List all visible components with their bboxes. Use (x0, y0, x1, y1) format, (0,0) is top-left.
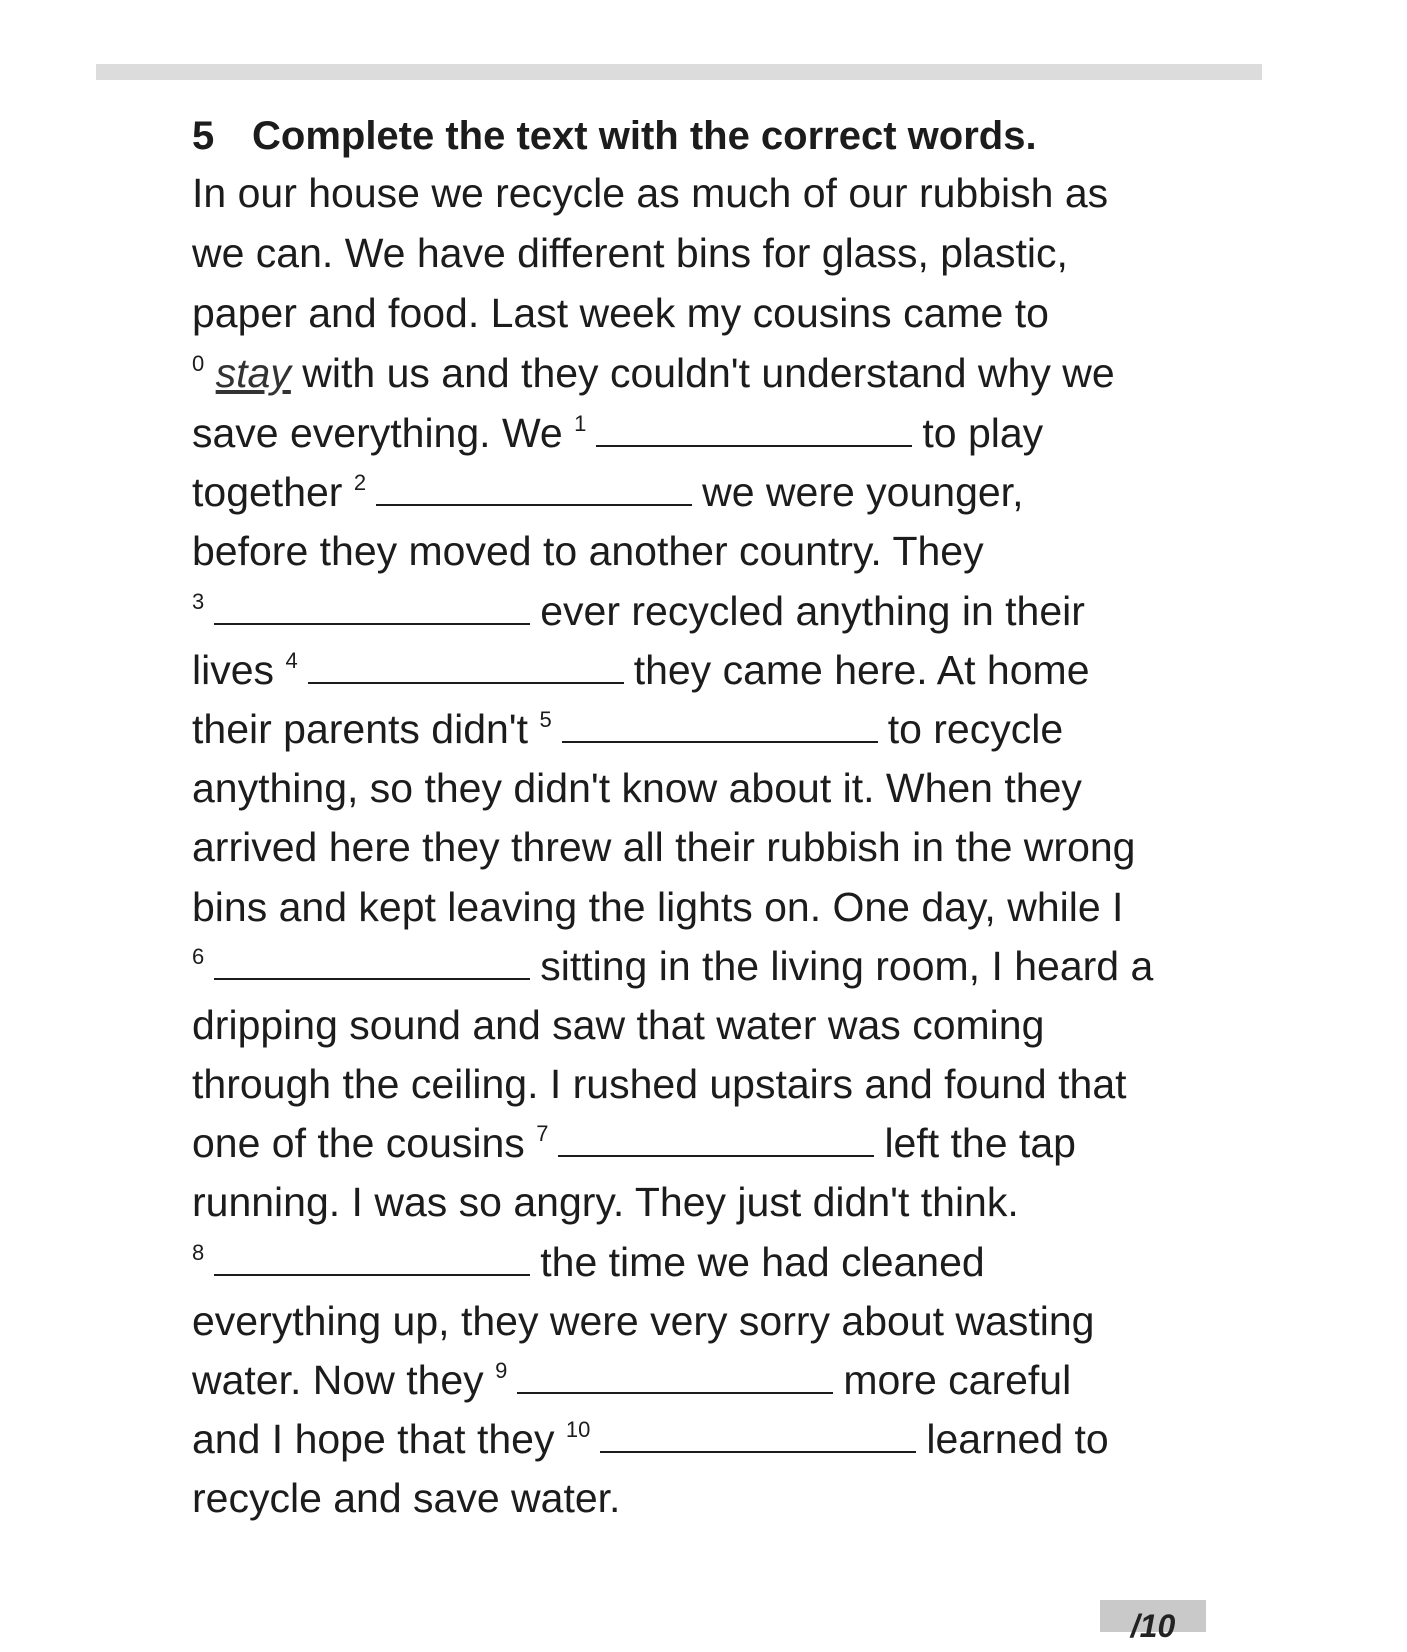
line-text: save everything. We (192, 410, 563, 456)
line-text: left the tap (884, 1120, 1076, 1166)
line-text: and I hope that they (192, 1416, 555, 1462)
line-text: before they moved to another country. They (192, 528, 984, 574)
line-text: recycle and save water. (192, 1475, 621, 1521)
exercise-number: 5 (192, 114, 215, 158)
gap-2-blank[interactable] (376, 470, 692, 506)
text-line (192, 941, 1153, 991)
text-line (192, 1296, 1094, 1346)
exercise-instruction: Complete the text with the correct words. (252, 114, 1037, 158)
line-text: more careful (843, 1357, 1072, 1403)
gap-3-blank[interactable] (214, 589, 530, 625)
text-line (192, 1118, 1076, 1168)
text-line (192, 288, 1049, 338)
line-text: they came here. At home (633, 647, 1090, 693)
text-line (192, 1473, 620, 1523)
line-text: we were younger, (702, 469, 1024, 515)
line-text: running. I was so angry. They just didn't think. (192, 1179, 1019, 1225)
text-line (192, 882, 1123, 932)
text-line (192, 586, 1085, 636)
line-text: to play (922, 410, 1044, 456)
top-divider (96, 64, 1262, 80)
gap-number: 9 (495, 1358, 508, 1383)
example-answer: stay (215, 350, 291, 396)
line-text: sitting in the living room, I heard a (540, 943, 1154, 989)
text-line (192, 1059, 1127, 1109)
line-text: arrived here they threw all their rubbish in the wrong (192, 824, 1136, 870)
score-box (1100, 1600, 1206, 1644)
text-line (192, 228, 1068, 278)
exercise-heading (192, 112, 1037, 160)
text-line (192, 526, 984, 576)
text-line (192, 408, 1043, 458)
line-text: one of the cousins (192, 1120, 525, 1166)
line-text: with us and they couldn't understand why we (302, 350, 1115, 396)
text-line (192, 467, 1023, 517)
text-line (192, 822, 1135, 872)
gap-number: 5 (539, 707, 552, 732)
gap-8-blank[interactable] (214, 1240, 530, 1276)
text-line (192, 348, 1115, 398)
text-line (192, 1237, 985, 1287)
line-text: dripping sound and saw that water was coming (192, 1002, 1045, 1048)
gap-number: 8 (192, 1240, 205, 1265)
gap-7-blank[interactable] (558, 1121, 874, 1157)
gap-number: 6 (192, 944, 205, 969)
line-text: ever recycled anything in their (540, 588, 1085, 634)
text-line (192, 1414, 1109, 1464)
gap-number: 7 (536, 1121, 549, 1146)
text-line (192, 1177, 1019, 1227)
text-line (192, 763, 1082, 813)
line-text: through the ceiling. I rushed upstairs and found that (192, 1061, 1127, 1107)
line-text: we can. We have different bins for glass, plastic, (192, 230, 1068, 276)
line-text: their parents didn't (192, 706, 529, 752)
text-line (192, 1000, 1044, 1050)
line-text: paper and food. Last week my cousins came to (192, 290, 1049, 336)
gap-number: 2 (353, 470, 367, 495)
gap-6-blank[interactable] (214, 944, 530, 980)
text-line (192, 704, 1063, 754)
gap-number: 0 (192, 351, 205, 376)
line-text: lives (192, 647, 275, 693)
gap-9-blank[interactable] (517, 1358, 833, 1394)
line-text: together (192, 469, 343, 515)
gap-number: 10 (565, 1417, 591, 1442)
line-text: anything, so they didn't know about it. When they (192, 765, 1082, 811)
gap-4-blank[interactable] (308, 648, 624, 684)
gap-number: 4 (285, 648, 298, 673)
text-line (192, 645, 1090, 695)
text-line (192, 168, 1108, 218)
line-text: to recycle (887, 706, 1064, 752)
gap-number: 3 (192, 589, 205, 614)
gap-1-blank[interactable] (596, 411, 912, 447)
line-text: bins and kept leaving the lights on. One day, while I (192, 884, 1124, 930)
gap-10-blank[interactable] (600, 1417, 916, 1453)
line-text: In our house we recycle as much of our rubbish as (192, 170, 1109, 216)
gap-number: 1 (574, 411, 587, 436)
score-label: /10 (1130, 1608, 1176, 1644)
line-text: water. Now they (192, 1357, 484, 1403)
gap-5-blank[interactable] (562, 707, 878, 743)
line-text: everything up, they were very sorry about wasting (192, 1298, 1095, 1344)
line-text: learned to (926, 1416, 1109, 1462)
text-line (192, 1355, 1071, 1405)
line-text: the time we had cleaned (540, 1239, 985, 1285)
